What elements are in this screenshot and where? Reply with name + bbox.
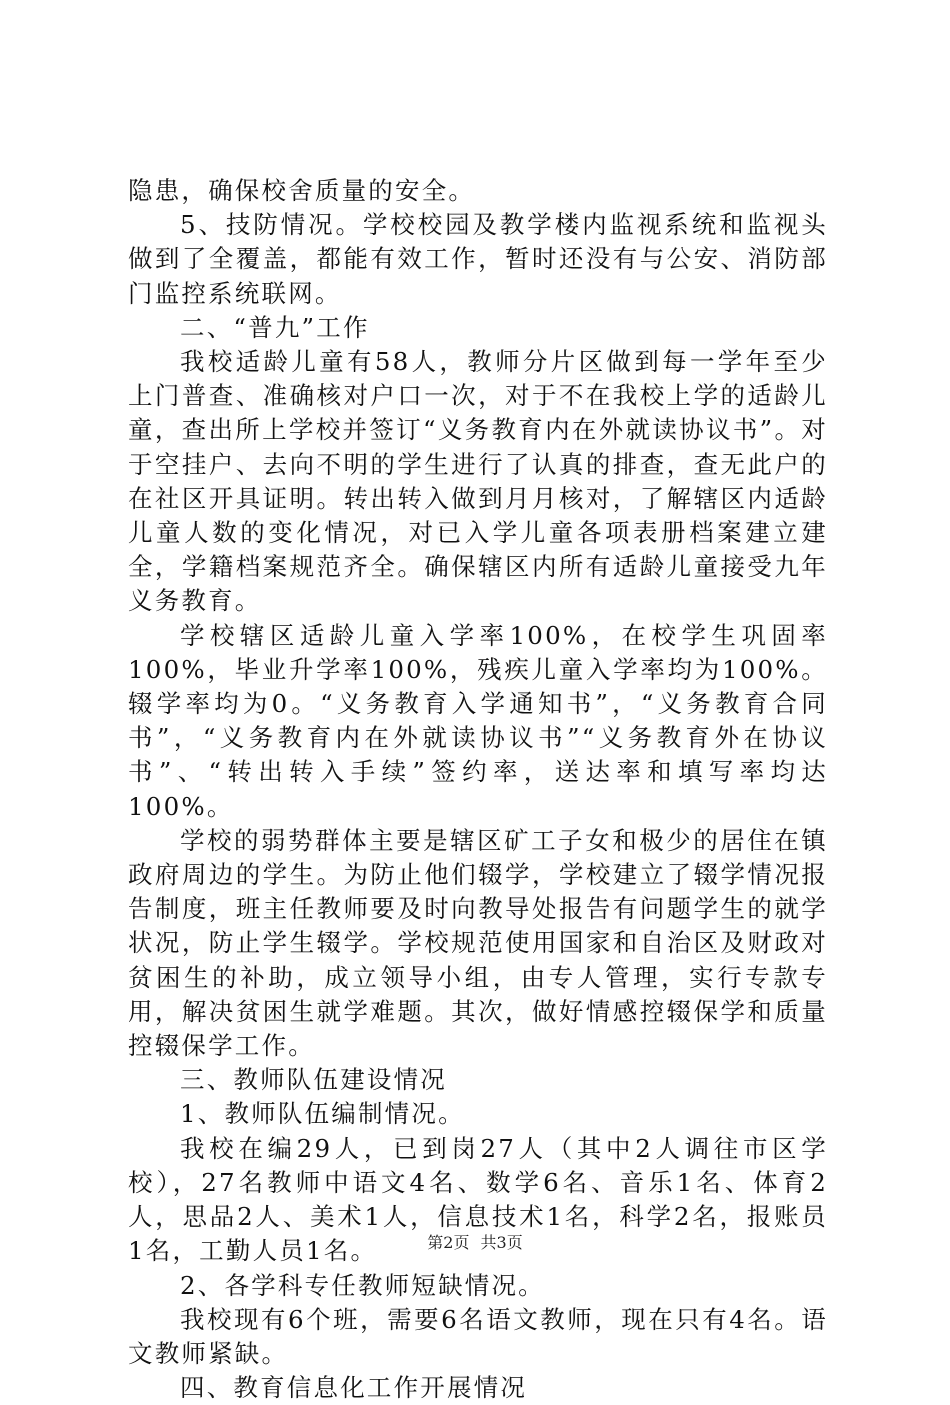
page-footer [0, 1230, 950, 1253]
section-heading: 四、教育信息化工作开展情况 [180, 1373, 528, 1403]
paragraph: 学校辖区适龄儿童入学率100%，在校学生巩固率100%，毕业升学率100%，残疾儿童入学率均为100%。辍学率均为0。“义务教育入学通知书”，“义务教育合同书”，“义务教育内在外就读协议书”“义务教育外在协议书”、“转出转入手续”签约率，送达率和填写率均达100%。 [128, 620, 828, 821]
paragraph: 我校在编29人，已到岗27人（其中2人调往市区学校），27名教师中语文4名、数学6名、音乐1名、体育2人，思品2人、美术1人，信息技术1名，科学2名，报账员1名，工勤人员1名。 [128, 1133, 828, 1266]
page-number: 第2页 [427, 1233, 470, 1252]
section-heading: 二、“普九”工作 [180, 312, 370, 342]
subsection-heading: 1、教师队伍编制情况。 [180, 1099, 465, 1129]
page-total: 共3页 [480, 1233, 523, 1252]
subsection-heading: 2、各学科专任教师短缺情况。 [180, 1270, 545, 1300]
paragraph: 学校的弱势群体主要是辖区矿工子女和极少的居住在镇政府周边的学生。为防止他们辍学，学校建立了辍学情况报告制度，班主任教师要及时向教导处报告有问题学生的就学状况，防止学生辍学。学校规范使用国家和自治区及财政对贫困生的补助，成立领导小组，由专人管理，实行专款专用，解决贫困生就学难题。其次，做好情感控辍保学和质量控辍保学工作。 [128, 825, 828, 1061]
section-heading: 三、教师队伍建设情况 [180, 1065, 447, 1095]
document-body [128, 174, 828, 1405]
paragraph: 隐患，确保校舍质量的安全。 [128, 176, 476, 205]
paragraph: 我校现有6个班，需要6名语文教师，现在只有4名。语文教师紧缺。 [128, 1304, 828, 1368]
paragraph: 5、技防情况。学校校园及教学楼内监视系统和监视头做到了全覆盖，都能有效工作，暂时还没有与公安、消防部门监控系统联网。 [128, 210, 828, 308]
paragraph: 我校适龄儿童有58人，教师分片区做到每一学年至少上门普查、准确核对户口一次，对于不在我校上学的适龄儿童，查出所上学校并签订“义务教育内在外就读协议书”。对于空挂户、去向不明的学生进行了认真的排查，查无此户的在社区开具证明。转出转入做到月月核对，了解辖区内适龄儿童人数的变化情况，对已入学儿童各项表册档案建立建全，学籍档案规范齐全。确保辖区内所有适龄儿童接受九年义务教育。 [128, 347, 828, 616]
